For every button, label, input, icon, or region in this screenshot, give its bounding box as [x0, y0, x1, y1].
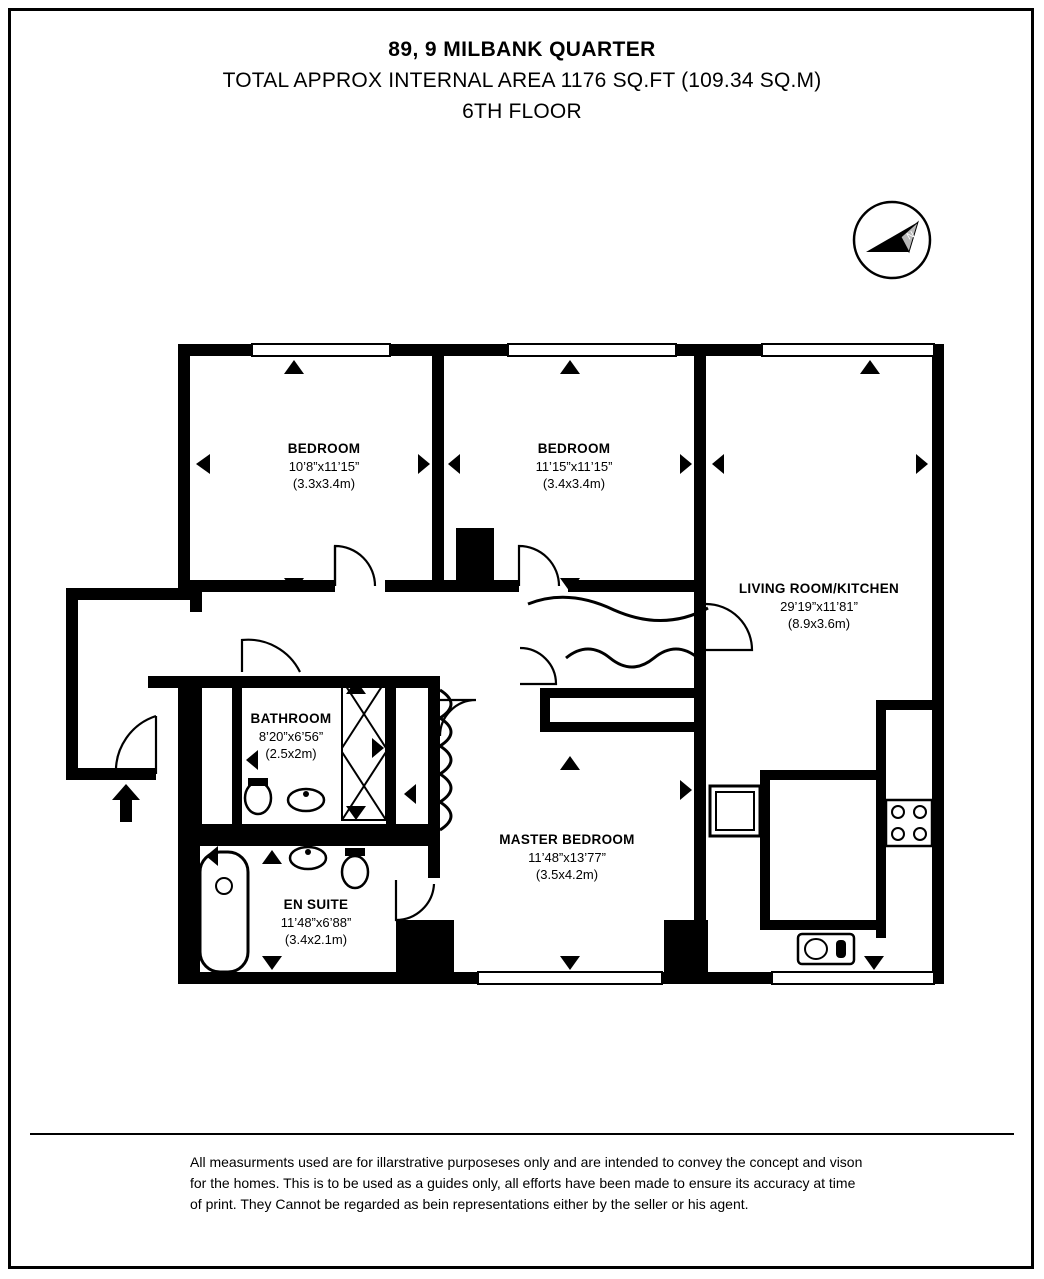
room-label-living-room-kitchen: LIVING ROOM/KITCHEN 29’19”x11’81” (8.9x3.6m): [738, 581, 900, 631]
disclaimer-text: All measurments used are for illarstrative purposeses only and are intended to convey the concept and vison for the homes. This is to be used as a guides only, all efforts have been made to ensure its accuracy at time of print. They Cannot be regarded as bein representations either by the seller or his agent.: [190, 1154, 863, 1212]
floor-label: 6TH FLOOR: [462, 100, 582, 123]
room-label-en-suite: EN SUITE 11’48”x6’88” (3.4x2.1m): [280, 897, 352, 947]
svg-text:N: N: [905, 229, 917, 243]
page-title: 89, 9 MILBANK QUARTER: [388, 38, 656, 61]
room-label-master-bedroom: MASTER BEDROOM 11’48”x13’77” (3.5x4.2m): [499, 832, 635, 882]
total-area-label: TOTAL APPROX INTERNAL AREA 1176 SQ.FT (109.34 SQ.M): [222, 69, 822, 92]
room-label-bedroom-2: BEDROOM 11’15”x11’15” (3.4x3.4m): [535, 441, 613, 491]
room-label-bedroom-1: BEDROOM 10’8”x11’15” (3.3x3.4m): [287, 441, 361, 491]
room-label-bathroom: BATHROOM 8’20”x6’56” (2.5x2m): [250, 711, 332, 761]
curved-wall-detail: [440, 597, 708, 830]
footer-divider: [30, 1133, 1014, 1135]
